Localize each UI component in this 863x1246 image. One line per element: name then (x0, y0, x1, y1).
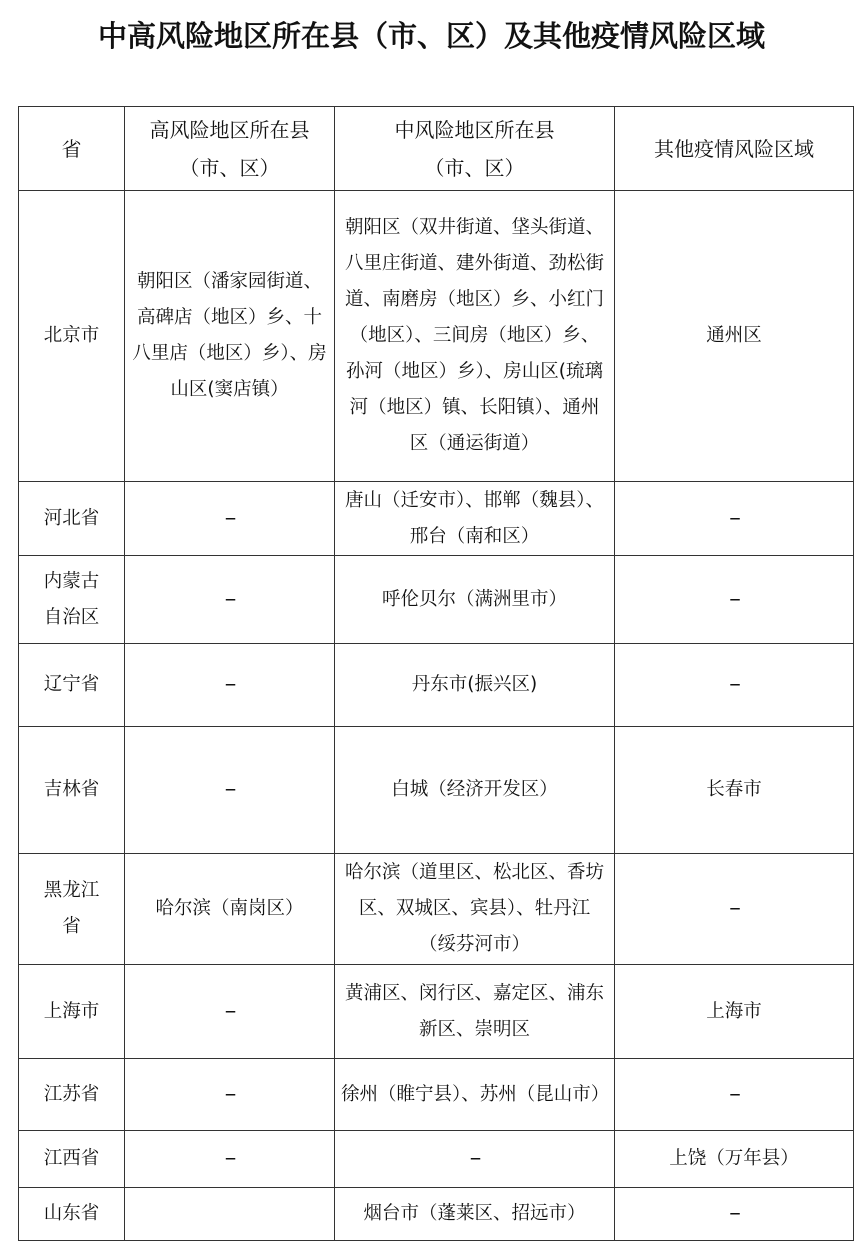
cell-other: -- (615, 556, 854, 644)
cell-medium: 哈尔滨（道里区、松北区、香坊区、双城区、宾县）、牡丹江（绥芬河市） (335, 854, 615, 965)
cell-high: -- (125, 965, 335, 1059)
cell-high: -- (125, 644, 335, 727)
table-row (19, 644, 854, 727)
header-other-risk: 其他疫情风险区域 (615, 107, 854, 191)
table-row (19, 556, 854, 644)
cell-province: 山东省 (19, 1188, 125, 1241)
cell-province: 河北省 (19, 482, 125, 556)
table-row (19, 727, 854, 854)
cell-high: -- (125, 1131, 335, 1188)
cell-province: 吉林省 (19, 727, 125, 854)
cell-other: -- (615, 482, 854, 556)
cell-other: 长春市 (615, 727, 854, 854)
cell-high: -- (125, 482, 335, 556)
cell-high: 朝阳区（潘家园街道、高碑店（地区）乡、十八里店（地区）乡）、房山区(窦店镇） (125, 191, 335, 482)
cell-other: 上海市 (615, 965, 854, 1059)
cell-high (125, 1188, 335, 1241)
cell-province: 北京市 (19, 191, 125, 482)
cell-medium: 黄浦区、闵行区、嘉定区、浦东新区、崇明区 (335, 965, 615, 1059)
cell-medium: -- (335, 1131, 615, 1188)
cell-medium: 唐山（迁安市）、邯郸（魏县）、邢台（南和区） (335, 482, 615, 556)
cell-province: 江西省 (19, 1131, 125, 1188)
table-row (19, 1131, 854, 1188)
header-province: 省 (19, 107, 125, 191)
table-row (19, 1059, 854, 1131)
risk-area-table (18, 106, 854, 1241)
cell-other: -- (615, 1188, 854, 1241)
cell-province: 黑龙江省 (19, 854, 125, 965)
cell-medium: 烟台市（蓬莱区、招远市） (335, 1188, 615, 1241)
cell-province: 上海市 (19, 965, 125, 1059)
cell-high: -- (125, 1059, 335, 1131)
cell-high: 哈尔滨（南岗区） (125, 854, 335, 965)
header-medium-risk: 中风险地区所在县（市、区） (335, 107, 615, 191)
cell-other: -- (615, 1059, 854, 1131)
cell-other: -- (615, 854, 854, 965)
header-high-risk: 高风险地区所在县（市、区） (125, 107, 335, 191)
cell-high: -- (125, 556, 335, 644)
cell-medium: 丹东市(振兴区) (335, 644, 615, 727)
table-row (19, 191, 854, 482)
cell-medium: 徐州（睢宁县）、苏州（昆山市） (335, 1059, 615, 1131)
table-row (19, 965, 854, 1059)
table-row (19, 854, 854, 965)
cell-other: 上饶（万年县） (615, 1131, 854, 1188)
cell-province: 江苏省 (19, 1059, 125, 1131)
cell-other: 通州区 (615, 191, 854, 482)
table-row (19, 482, 854, 556)
table-row (19, 1188, 854, 1241)
cell-province: 内蒙古自治区 (19, 556, 125, 644)
cell-medium: 白城（经济开发区） (335, 727, 615, 854)
page-title: 中高风险地区所在县（市、区）及其他疫情风险区域 (97, 19, 765, 53)
table-header-row (19, 107, 854, 191)
cell-other: -- (615, 644, 854, 727)
cell-high: -- (125, 727, 335, 854)
cell-province: 辽宁省 (19, 644, 125, 727)
cell-medium: 呼伦贝尔（满洲里市） (335, 556, 615, 644)
cell-medium: 朝阳区（双井街道、垡头街道、八里庄街道、建外街道、劲松街道、南磨房（地区）乡、小红门（地区）、三间房（地区）乡、孙河（地区）乡）、房山区(琉璃河（地区）镇、长阳镇）、通州区（通运街道） (335, 191, 615, 482)
